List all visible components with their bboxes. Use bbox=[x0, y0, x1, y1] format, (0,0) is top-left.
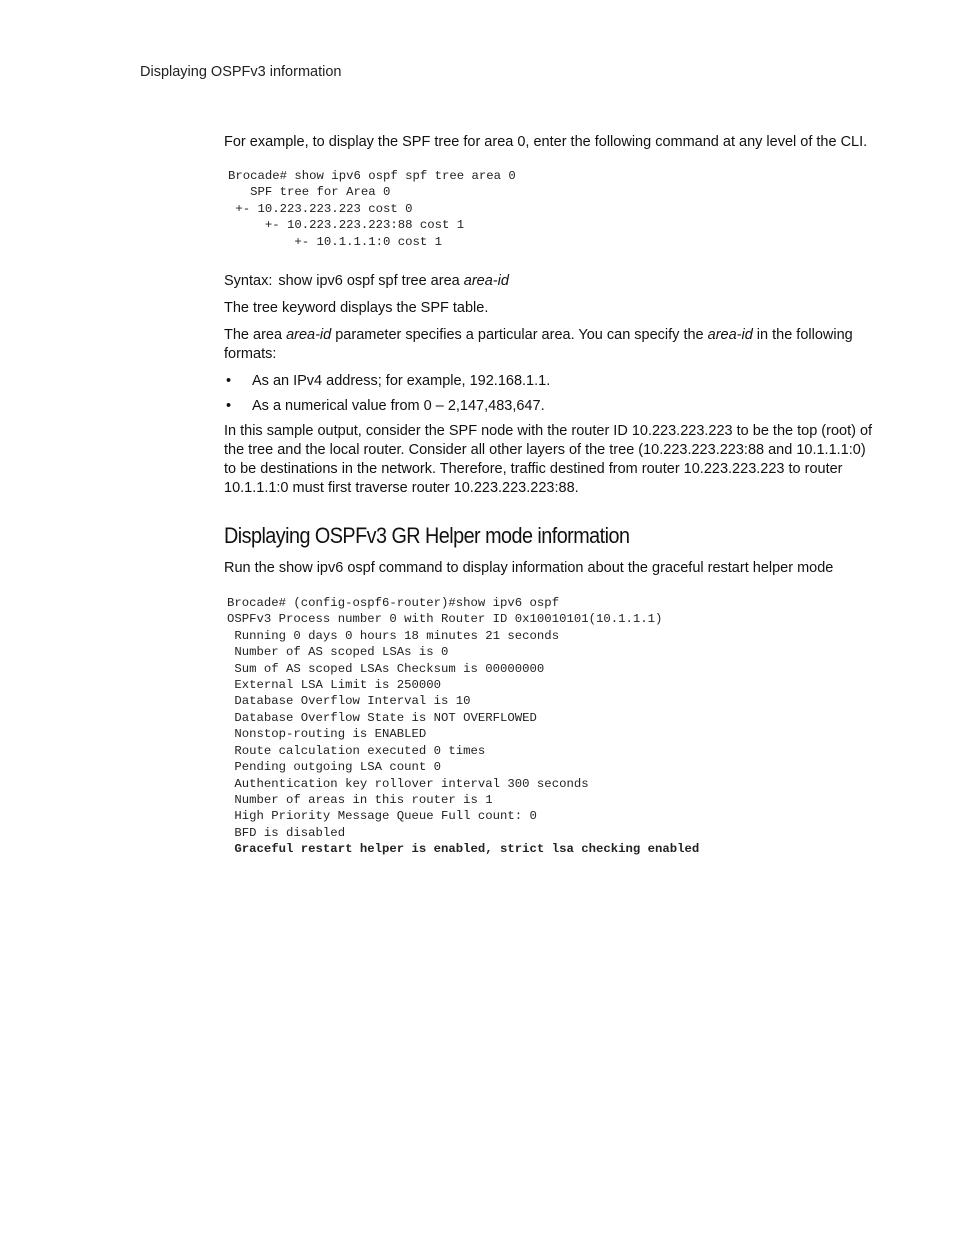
code-line: Number of areas in this router is 1 bbox=[227, 792, 493, 807]
code-line: Brocade# (config-ospf6-router)#show ipv6 ospf bbox=[227, 596, 560, 611]
running-header: Displaying OSPFv3 information bbox=[140, 64, 342, 80]
code-line: Nonstop-routing is ENABLED bbox=[227, 727, 427, 742]
intro-paragraph: For example, to display the SPF tree for area 0, enter the following command at any level of the CLI. bbox=[224, 134, 868, 150]
bullet-icon: • bbox=[226, 398, 232, 415]
text-run: Run the bbox=[224, 560, 279, 577]
code-line: SPF tree for Area 0 bbox=[228, 185, 391, 200]
area-id-param: area-id bbox=[286, 327, 332, 344]
area-id-param: area-id bbox=[707, 327, 753, 344]
sample-output-paragraph: In this sample output, consider the SPF node with the router ID 10.223.223.223 to be the top (root) of the tree and the local router. Consider all other layers of the tree (10.223.223.223:88 and 10.1.1.1:0) to be destinations in the network. Therefore, traffic destined from router 10.223.223.223 to router 10.1.1.1:0 must first traverse router 10.223.223.223:88. bbox=[224, 423, 873, 497]
tree-keyword: tree bbox=[253, 300, 279, 317]
run-command-paragraph bbox=[224, 559, 874, 578]
code-line-bold: Graceful restart helper is enabled, strict lsa checking enabled bbox=[227, 842, 700, 857]
text-run: The bbox=[224, 300, 254, 317]
syntax-command: show ipv6 ospf spf tree area bbox=[278, 273, 460, 290]
bullet-icon: • bbox=[226, 373, 232, 390]
syntax-line bbox=[224, 272, 874, 291]
page-content bbox=[224, 133, 874, 858]
syntax-label: Syntax: bbox=[224, 273, 273, 290]
list-item-text: As a numerical value from 0 – 2,147,483,647. bbox=[252, 398, 545, 415]
code-line: Database Overflow State is NOT OVERFLOWED bbox=[227, 710, 537, 725]
code-line: High Priority Message Queue Full count: 0 bbox=[227, 809, 537, 824]
format-list bbox=[224, 372, 874, 416]
gr-helper-code-block bbox=[227, 595, 874, 858]
code-line: External LSA Limit is 250000 bbox=[227, 678, 442, 693]
syntax-param: area-id bbox=[463, 273, 509, 290]
text-run: in the following formats: bbox=[224, 327, 853, 363]
spf-tree-code-block bbox=[228, 168, 874, 250]
code-line: Route calculation executed 0 times bbox=[227, 743, 486, 758]
code-line: +- 10.223.223.223 cost 0 bbox=[228, 201, 413, 216]
text-run: The bbox=[224, 327, 254, 344]
code-line: Sum of AS scoped LSAs Checksum is 00000000 bbox=[227, 661, 545, 676]
list-item-text: As an IPv4 address; for example, 192.168.1.1. bbox=[252, 373, 551, 390]
text-run: keyword displays the SPF table. bbox=[278, 300, 489, 317]
code-line: +- 10.223.223.223:88 cost 1 bbox=[228, 218, 465, 233]
tree-keyword-paragraph bbox=[224, 299, 874, 318]
code-line: Brocade# show ipv6 ospf spf tree area 0 bbox=[228, 169, 516, 183]
area-keyword-paragraph bbox=[224, 326, 874, 364]
code-line: Running 0 days 0 hours 18 minutes 21 seconds bbox=[227, 628, 560, 643]
code-line: Number of AS scoped LSAs is 0 bbox=[227, 645, 449, 660]
code-line: BFD is disabled bbox=[227, 825, 346, 840]
code-line: Authentication key rollover interval 300 seconds bbox=[227, 776, 589, 791]
text-run: command to display information about the graceful restart helper mode bbox=[374, 560, 834, 577]
area-keyword: area bbox=[253, 327, 283, 344]
run-command-keyword: show ipv6 ospf bbox=[278, 560, 375, 577]
code-line: Database Overflow Interval is 10 bbox=[227, 694, 471, 709]
code-line: OSPFv3 Process number 0 with Router ID 0x10010101(10.1.1.1) bbox=[227, 612, 663, 627]
text-run: parameter specifies a particular area. You can specify the bbox=[331, 327, 708, 344]
section-heading: Displaying OSPFv3 GR Helper mode information bbox=[224, 523, 630, 549]
code-line: +- 10.1.1.1:0 cost 1 bbox=[228, 234, 443, 249]
code-line: Pending outgoing LSA count 0 bbox=[227, 760, 442, 775]
list-item bbox=[224, 397, 874, 416]
list-item bbox=[224, 372, 874, 391]
